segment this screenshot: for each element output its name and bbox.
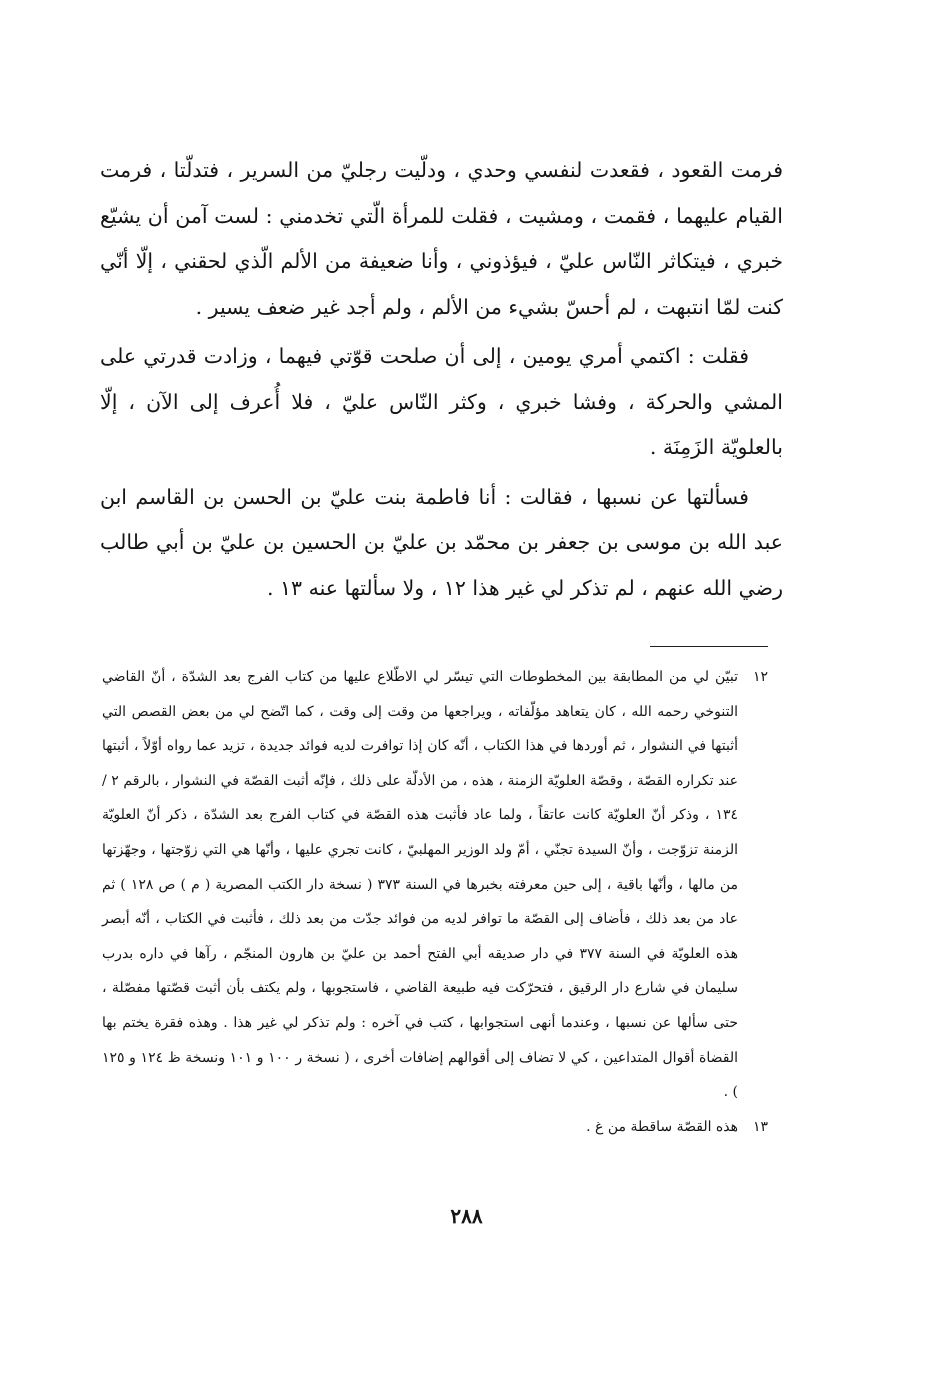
footnotes bbox=[102, 660, 768, 1144]
page-number: ٢٨٨ bbox=[450, 1204, 483, 1228]
footnote-text: هذه القصّة ساقطة من غ . bbox=[586, 1118, 738, 1135]
footnote-13 bbox=[102, 1110, 768, 1145]
footnote-number: ١٣ bbox=[752, 1118, 768, 1135]
body-paragraph-3: فسألتها عن نسبها ، فقالت : أنا فاطمة بنت عليّ بن الحسن بن القاسم ابن عبد الله بن موسى بن جعفر بن محمّد بن عليّ بن الحسين بن عليّ بن أبي طالب رضي الله عنهم ، لم تذكر لي غير هذا ١٢ ، ولا سألتها عنه ١٣ . bbox=[100, 484, 783, 600]
footnote-separator bbox=[650, 646, 768, 647]
body-paragraph-2: فقلت : اكتمي أمري يومين ، إلى أن صلحت قوّتي فيهما ، وزادت قدرتي على المشي والحركة ، وفشا خبري ، وكثر النّاس عليّ ، فلا أُعرف إلى الآن ، إلّا بالعلويّة الزَمِنَة . bbox=[100, 344, 783, 459]
footnote-12 bbox=[102, 660, 768, 1110]
body-paragraph-1: فرمت القعود ، فقعدت لنفسي وحدي ، ودلّيت رجليّ من السرير ، فتدلّتا ، فرمت القيام عليهما ، فقمت ، ومشيت ، فقلت للمرأة الّتي تخدمني : لست آمن أن يشيّع خبري ، فيتكاثر النّاس عليّ ، فيؤذوني ، وأنا ضعيفة من الألم الّذي لحقني ، إلّا أنّي كنت لمّا انتبهت ، لم أحسّ بشيء من الألم ، ولم أجد غير ضعف يسير . bbox=[100, 158, 783, 319]
main-text bbox=[100, 148, 783, 611]
footnote-number: ١٢ bbox=[752, 669, 768, 685]
footnote-text: تبيّن لي من المطابقة بين المخطوطات التي تيسّر لي الاطّلاع عليها من كتاب الفرج بعد الشدّة ، أنّ القاضي التنوخي رحمه الله ، كان يتعاهد مؤلّفاته ، ويراجعها من وقت إلى وقت ، كما اتّضح لي من بعض القصص التي أثبتها في النشوار ، ثم أوردها في هذا الكتاب ، أنّه كان إذا توافرت لديه فوائد جديدة ، تزيد عما رواه أوّلاً ، أثبتها عند تكراره القصّة ، وقصّة العلويّة الزمنة ، هذه ، من الأدلّة على ذلك ، فإنّه أثبت القصّة في النشوار ، بالرقم ٢ / ١٣٤ ، وذكر أنّ العلويّة كانت عاتقاً ، ولما عاد فأثبت هذه القصّة في كتاب الفرج بعد الشدّة ، ذكر أنّ العلويّة الزمنة تزوّجت ، وأنّ السيدة تجنّي ، أمّ ولد الوزير المهلبيّ ، كانت تجري عليها ، وأنّها هي التي زوّجتها ، وجهّزتها من مالها ، وأنّها باقية ، إلى حين معرفته بخبرها في السنة ٣٧٣ ( نسخة دار الكتب المصرية ( م ) ص ١٢٨ ) ثم عاد من بعد ذلك ، فأضاف إلى القصّة ما توافر لديه من فوائد جدّت من بعد ذلك ، فأثبت في الكتاب ، أنّه أبصر هذه العلويّة في السنة ٣٧٧ في دار صديقه أبي الفتح أحمد بن عليّ بن هارون المنجّم ، رآها في داره بدرب سليمان في شارع دار الرقيق ، فتحرّكت فيه طبيعة القاضي ، فاستجوبها ، ولم يكتف بأن أثبت قصّتها مفصّلة ، حتى سألها عن نسبها ، وعندما أنهى استجوابها ، كتب في آخره : ولم تذكر لي غير هذا . وهذه فقرة يختم بها القضاة أقوال المتداعين ، كي لا تضاف إلى أقوالهم إضافات أخرى ، ( نسخة ر ١٠٠ و ١٠١ ونسخة ظ ١٢٤ و ١٢٥ ) . bbox=[102, 669, 738, 1101]
